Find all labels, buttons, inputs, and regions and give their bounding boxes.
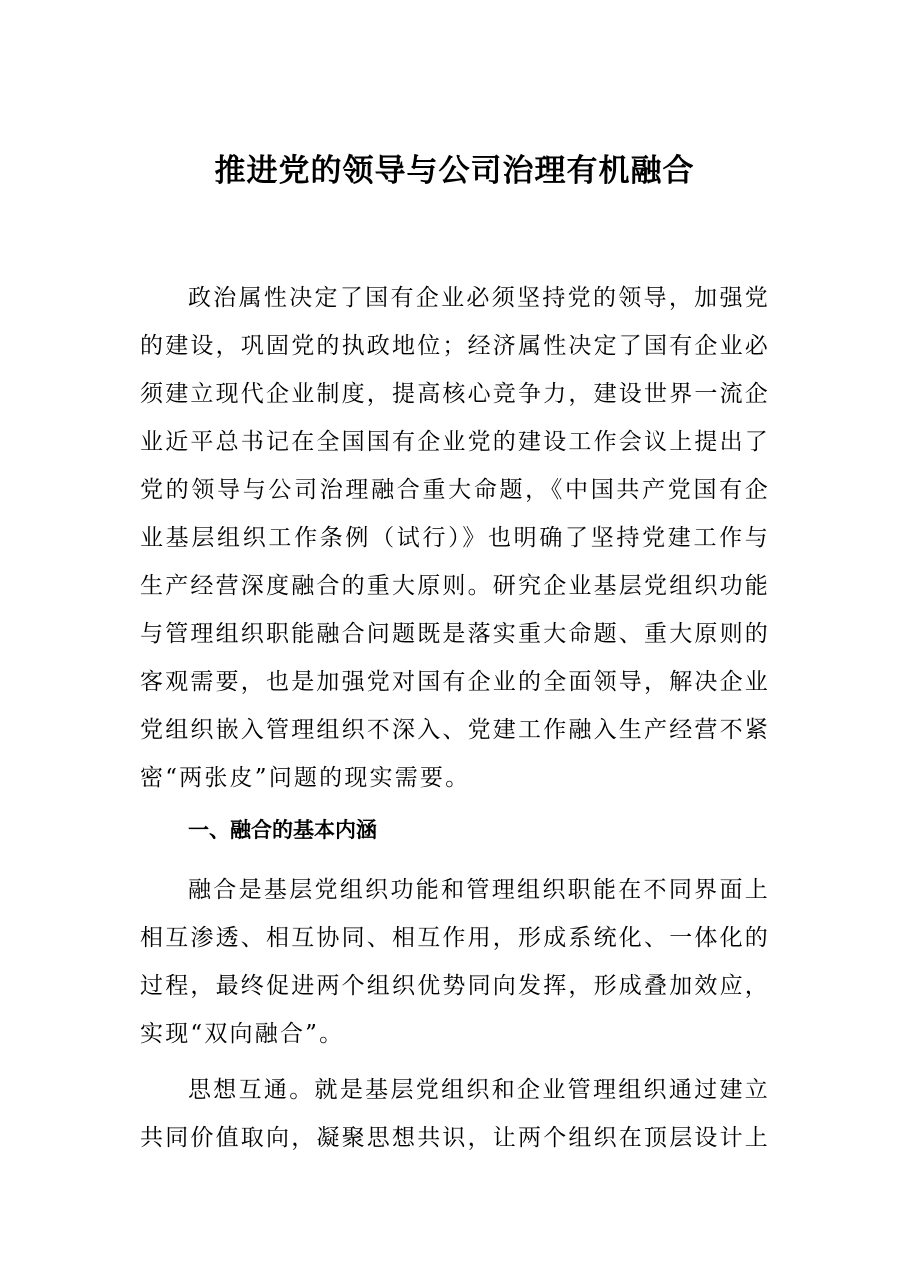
intro-paragraph: 政治属性决定了国有企业必须坚持党的领导，加强党的建设，巩固党的执政地位；经济属性决定了国有企业必须建立现代企业制度，提高核心竞争力，建设世界一流企业近平总书记在全国国有企业党的建设工作会议上提出了党的领导与公司治理融合重大命题，《中国共产党国有企业基层组织工作条例（试行）》也明确了坚持党建工作与生产经营深度融合的重大原则。研究企业基层党组织功能与管理组织职能融合问题既是落实重大命题、重大原则的客观需要，也是加强党对国有企业的全面领导，解决企业党组织嵌入管理组织不深入、党建工作融入生产经营不紧密“两张皮”问题的现实需要。: [140, 285, 770, 791]
section-paragraph-2: 思想互通。就是基层党组织和企业管理组织通过建立共同价值取向，凝聚思想共识，让两个组织在顶层设计上: [140, 1077, 770, 1151]
section-paragraph-1: 融合是基层党组织功能和管理组织职能在不同界面上相互渗透、相互协同、相互作用，形成系统化、一体化的过程，最终促进两个组织优势同向发挥，形成叠加效应，实现“双向融合”。: [140, 877, 770, 1047]
section-heading: 一、融合的基本内涵: [188, 818, 377, 842]
document-title: 推进党的领导与公司治理有机融合: [214, 153, 695, 189]
